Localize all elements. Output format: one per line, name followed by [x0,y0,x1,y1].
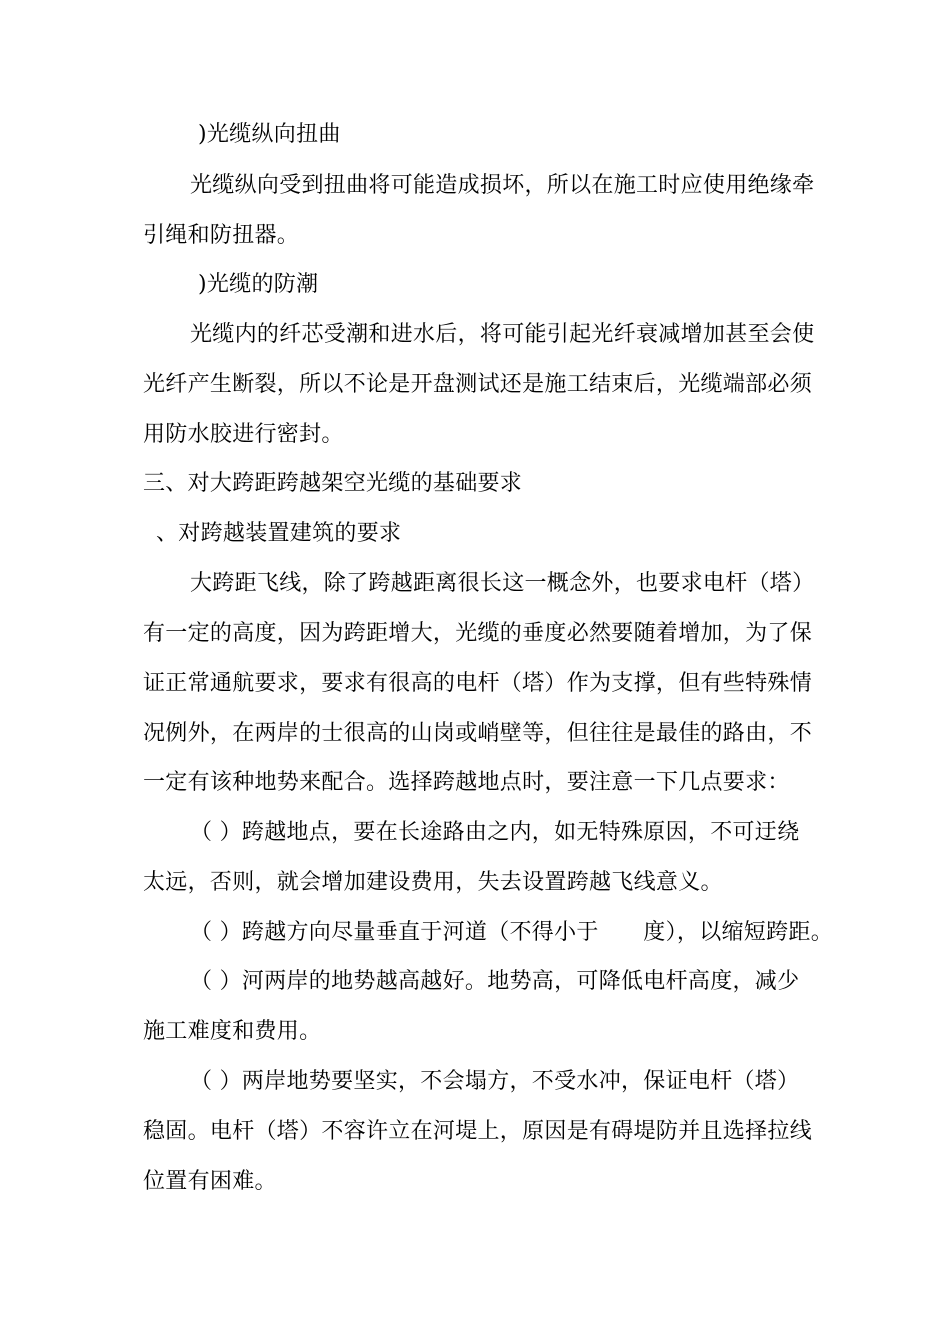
subsection-heading: 、对跨越装置建筑的要求 [156,521,402,546]
paragraph-line: 用防水胶进行密封。 [143,422,344,447]
paragraph-line: 光纤产生断裂，所以不论是开盘测试还是施工结束后，光缆端部必须 [143,372,813,397]
list-item-line: 稳固。电杆（塔）不容许立在河堤上，原因是有碍堤防并且选择拉线 [143,1119,813,1144]
list-item-line: （ ）河两岸的地势越高越好。地势高，可降低电杆高度，减少 [190,969,800,994]
paragraph-line: 大跨距飞线，除了跨越距离很长这一概念外，也要求电杆（塔） [190,571,815,596]
list-item-line: 太远，否则，就会增加建设费用，失去设置跨越飞线意义。 [143,870,723,895]
paragraph-line: 有一定的高度，因为跨距增大，光缆的垂度必然要随着增加，为了保 [143,621,813,646]
list-item-line: （ ）两岸地势要坚实，不会塌方，不受水冲，保证电杆（塔） [190,1069,800,1094]
paragraph-heading: )光缆的防潮 [198,272,319,297]
paragraph-line: 一定有该种地势来配合。选择跨越地点时，要注意一下几点要求： [143,770,790,795]
section-heading: 三、对大跨距跨越架空光缆的基础要求 [143,471,523,496]
list-item-line: 施工难度和费用。 [143,1019,322,1044]
paragraph-line: 况例外，在两岸的士很高的山岗或峭壁等，但往往是最佳的路由，不 [143,721,813,746]
paragraph-heading: )光缆纵向扭曲 [198,122,341,147]
paragraph-line: 引绳和防扭器。 [143,223,300,248]
list-item-line: （ ）跨越方向尽量垂直于河道（不得小于 度），以缩短跨距。 [190,920,833,945]
list-item-line: 位置有困难。 [143,1169,277,1194]
paragraph-line: 光缆内的纤芯受潮和进水后，将可能引起光纤衰减增加甚至会使 [190,322,815,347]
paragraph-line: 证正常通航要求，要求有很高的电杆（塔）作为支撑，但有些特殊情 [143,671,813,696]
list-item-line: （ ）跨越地点，要在长途路由之内，如无特殊原因，不可迂绕 [190,820,800,845]
paragraph-line: 光缆纵向受到扭曲将可能造成损坏，所以在施工时应使用绝缘牵 [190,173,815,198]
